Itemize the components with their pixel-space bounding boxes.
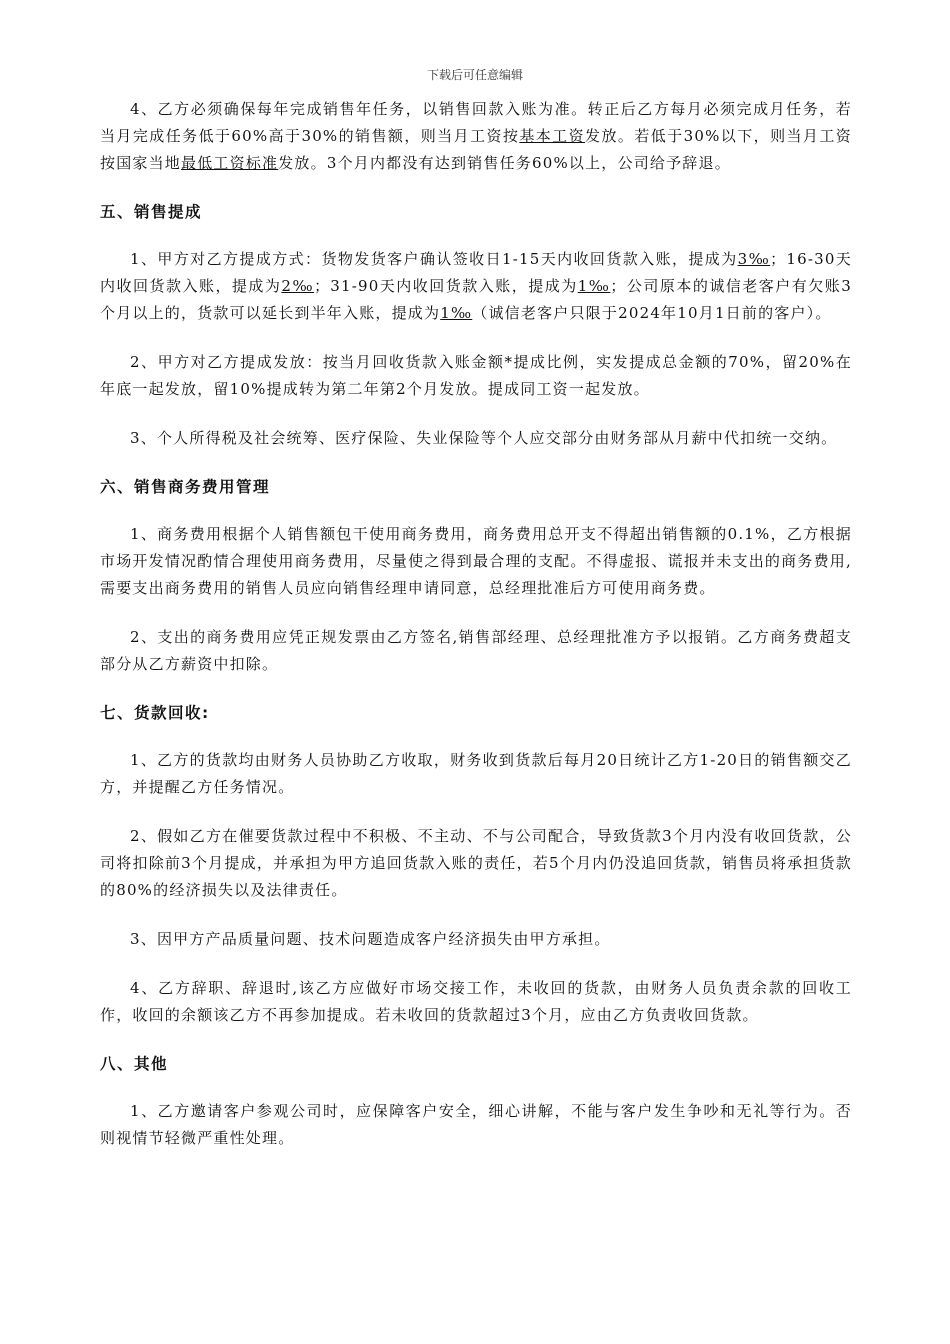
paragraph [100,975,852,1029]
text-run: 发放。3个月内都没有达到销售任务60%以上，公司给予辞退。 [278,154,731,172]
text-run: 4、乙方辞职、辞退时,该乙方应做好市场交接工作，未收回的货款，由财务人员负责余款的回收工作，收回的余额该乙方不再参加提成。若未收回的货款超过3个月，应由乙方负责收回货款。 [100,979,852,1024]
document-body [100,96,852,1174]
text-run: 1、甲方对乙方提成方式：货物发货客户确认签收日1-15天内收回货款入账，提成为 [130,250,738,268]
paragraph [100,1098,852,1152]
text-run: 3、个人所得税及社会统筹、医疗保险、失业保险等个人应交部分由财务部从月薪中代扣统一交纳。 [130,429,838,447]
paragraph [100,747,852,801]
underlined-text: 3‰ [737,250,771,268]
text-run: 发放。若低于30%以下，则当月工资按国家当地 [100,127,852,172]
text-run: （诚信老客户只限于2024年10月1日前的客户）。 [472,304,832,322]
text-run: ；公司原本的诚信老客户有欠账3个月以上的，货款可以延长到半年入账，提成为 [100,277,853,322]
underlined-text: 最低工资标准 [181,154,279,172]
underlined-text: 1‰ [577,277,611,295]
underlined-text: 2‰ [281,277,315,295]
paragraph [100,521,852,602]
underlined-text: 基本工资 [519,127,586,145]
paragraph [100,926,852,953]
text-run: 1、乙方邀请客户参观公司时，应保障客户安全，细心讲解，不能与客户发生争吵和无礼等行为。否则视情节轻微严重性处理。 [100,1102,852,1147]
section-heading: 七、货款回收: [100,704,210,722]
paragraph [100,349,852,403]
text-run: 3、因甲方产品质量问题、技术问题造成客户经济损失由甲方承担。 [130,930,611,948]
paragraph [100,425,852,452]
paragraph [100,96,852,177]
text-run: 1、商务费用根据个人销售额包干使用商务费用，商务费用总开支不得超出销售额的0.1%，乙方根据市场开发情况酌情合理使用商务费用，尽量使之得到最合理的支配。不得虚报、谎报并未支出的商务费用,需要支出商务费用的销售人员应向销售经理申请同意，总经理批准后方可使用商务费。 [100,525,852,597]
text-run: 4、乙方必须确保每年完成销售年任务，以销售回款入账为准。转正后乙方每月必须完成月任务，若当月完成任务低于60%高于30%的销售额，则当月工资按 [100,100,852,145]
text-run: ；16-30天内收回货款入账，提成为 [100,250,852,295]
paragraph [100,823,852,904]
text-run: ；31-90天内收回货款入账，提成为 [314,277,578,295]
section-heading: 六、销售商务费用管理 [100,478,271,496]
text-run: 1、乙方的货款均由财务人员协助乙方收取，财务收到货款后每月20日统计乙方1-20日的销售额交乙方，并提醒乙方任务情况。 [100,751,852,796]
section-heading: 八、其他 [100,1055,169,1073]
paragraph [100,624,852,678]
page-header-note: 下载后可任意编辑 [426,68,523,82]
underlined-text: 1‰ [440,304,473,322]
section-heading: 五、销售提成 [100,203,203,221]
paragraph [100,246,852,327]
text-run: 2、假如乙方在催要货款过程中不积极、不主动、不与公司配合，导致货款3个月内没有收回货款，公司将扣除前3个月提成，并承担为甲方追回货款入账的责任，若5个月内仍没追回货款，销售员将承担货款的80%的经济损失以及法律责任。 [100,827,852,899]
text-run: 2、甲方对乙方提成发放：按当月回收货款入账金额*提成比例，实发提成总金额的70%，留20%在年底一起发放，留10%提成转为第二年第2个月发放。提成同工资一起发放。 [100,353,852,398]
text-run: 2、支出的商务费用应凭正规发票由乙方签名,销售部经理、总经理批准方予以报销。乙方商务费超支部分从乙方薪资中扣除。 [100,628,852,673]
